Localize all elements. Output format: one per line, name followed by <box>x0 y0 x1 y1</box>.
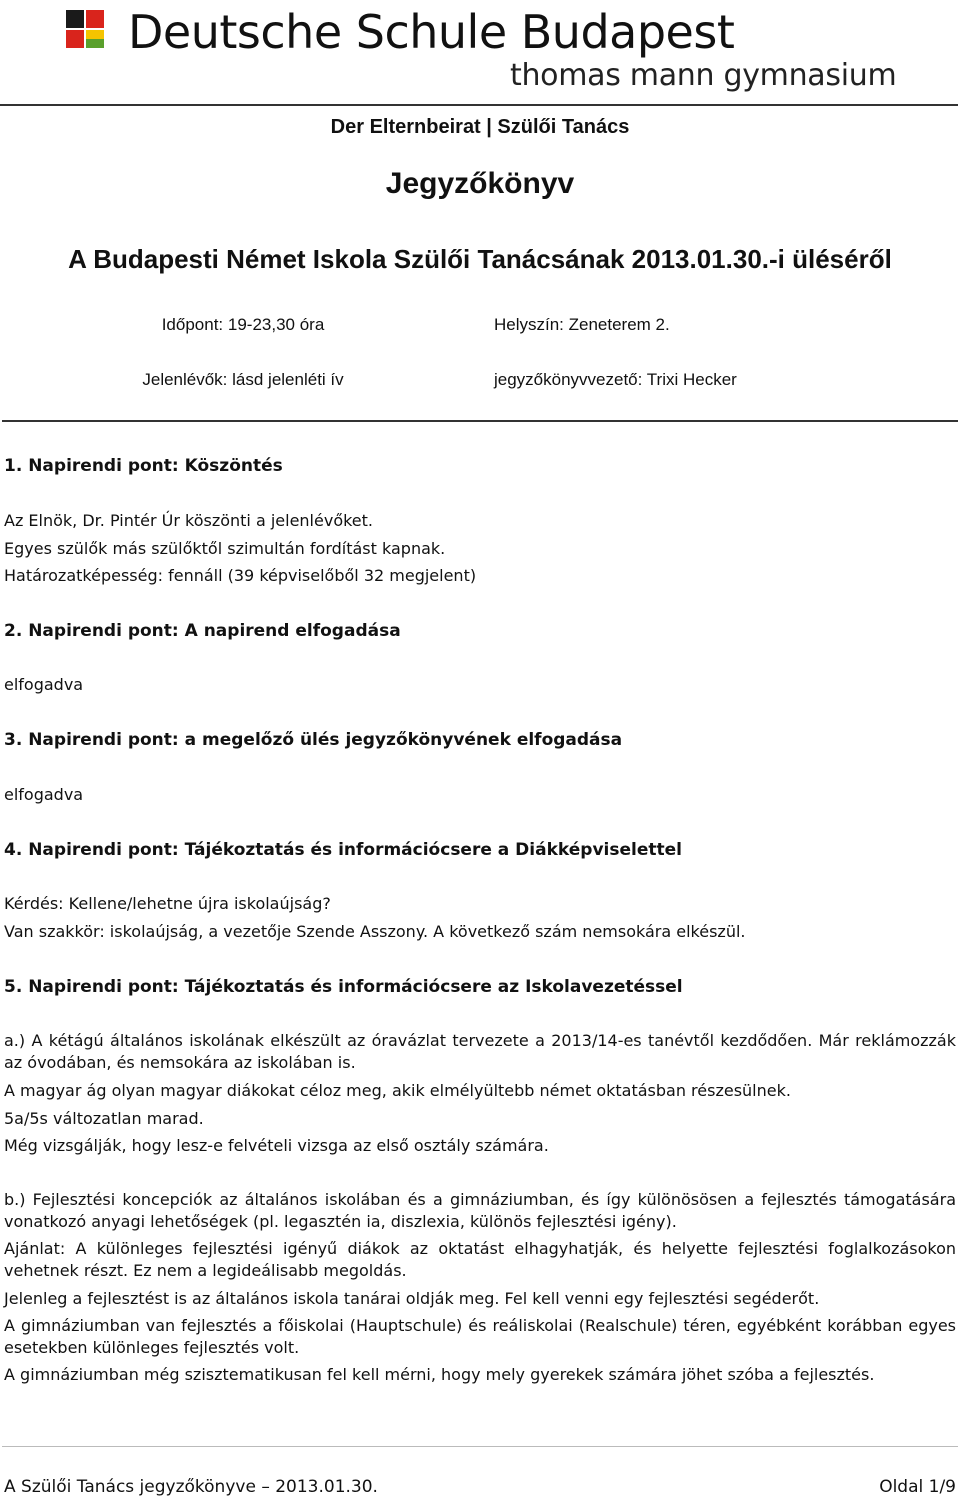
school-logo <box>66 10 106 50</box>
footer-document-name: A Szülői Tanács jegyzőkönyve – 2013.01.30. <box>4 1477 378 1497</box>
document-subtitle: A Budapesti Német Iskola Szülői Tanácsának 2013.01.30.-i üléséről <box>68 244 892 274</box>
section-5-paragraph: Még vizsgálják, hogy lesz-e felvételi vizsga az első osztály számára. <box>4 1136 549 1155</box>
footer-page-number: Oldal 1/9 <box>879 1477 956 1497</box>
section-4-line: Kérdés: Kellene/lehetne újra iskolaújság? <box>4 894 331 913</box>
council-name: Der Elternbeirat | Szülői Tanács <box>330 116 630 138</box>
section-2-heading: 2. Napirendi pont: A napirend elfogadása <box>4 621 401 641</box>
section-4-heading: 4. Napirendi pont: Tájékoztatás és információcsere a Diákképviselettel <box>4 840 682 860</box>
section-4-line: Van szakkör: iskolaújság, a vezetője Szende Asszony. A következő szám nemsokára elkészül. <box>4 922 746 941</box>
section-5-paragraph: A gimnáziumban van fejlesztés a főiskolai (Hauptschule) és reáliskolai (Realschule) téren, egyébként korábban egyes esetekben különleges fejlesztés volt. <box>4 1316 956 1357</box>
logo-square-green <box>86 39 104 48</box>
meta-place: Helyszín: Zeneterem 2. <box>494 315 670 334</box>
meta-time: Időpont: 19-23,30 óra <box>161 315 325 334</box>
section-1-line: Határozatképesség: fennáll (39 képviselőből 32 megjelent) <box>4 566 477 585</box>
section-3-text: elfogadva <box>4 785 84 804</box>
section-5-heading: 5. Napirendi pont: Tájékoztatás és információcsere az Iskolavezetéssel <box>4 977 683 997</box>
section-5-paragraph: A magyar ág olyan magyar diákokat céloz meg, akik elmélyültebb német oktatásban részesülnek. <box>4 1081 791 1100</box>
document-title: Jegyzőkönyv <box>385 167 575 200</box>
section-3-heading: 3. Napirendi pont: a megelőző ülés jegyzőkönyvének elfogadása <box>4 730 623 750</box>
section-5-paragraph: 5a/5s változatlan marad. <box>4 1109 204 1128</box>
section-1-line: Egyes szülők más szülőktől szimultán fordítást kapnak. <box>4 539 446 558</box>
section-5-paragraph: b.) Fejlesztési koncepciók az általános iskolában és a gimnáziumban, és így különösösen a fejlesztés támogatására vonatkozó anyagi lehetőségek (pl. legasztén ia, diszlexia, különös fejlesztési igény). <box>4 1190 956 1231</box>
logo-square-red <box>86 10 104 28</box>
section-5-paragraph: Ajánlat: A különleges fejlesztési igényű diákok az oktatást elhagyhatják, és helyette fejlesztési foglalkozásokon vehetnek részt. Ez nem a legideálisabb megoldás. <box>4 1239 956 1280</box>
brand-subtitle: thomas mann gymnasium <box>510 58 897 93</box>
section-divider <box>2 420 958 422</box>
meta-present: Jelenlévők: lásd jelenléti ív <box>142 370 344 389</box>
section-1-heading: 1. Napirendi pont: Köszöntés <box>4 456 283 476</box>
section-1-line: Az Elnök, Dr. Pintér Úr köszönti a jelenlévőket. <box>4 511 373 530</box>
header-divider <box>0 104 958 106</box>
section-2-text: elfogadva <box>4 675 84 694</box>
footer-divider <box>2 1446 958 1447</box>
section-5-paragraph: a.) A kétágú általános iskolának elkészült az óravázlat tervezete a 2013/14-es tanévtől kezdődően. Már reklámozzák az óvodában, és nemsokára az iskolában is. <box>4 1031 956 1072</box>
brand-title: Deutsche Schule Budapest <box>128 5 735 59</box>
logo-square-red-2 <box>66 30 84 48</box>
logo-square-black <box>66 10 84 28</box>
section-5-paragraph: Jelenleg a fejlesztést is az általános iskola tanárai oldják meg. Fel kell venni egy fejlesztési segéderőt. <box>4 1289 820 1308</box>
meta-recorder: jegyzőkönyvvezető: Trixi Hecker <box>494 370 737 389</box>
section-5-paragraph: A gimnáziumban még szisztematikusan fel kell mérni, hogy mely gyerekek számára jöhet szóba a fejlesztés. <box>4 1365 875 1384</box>
